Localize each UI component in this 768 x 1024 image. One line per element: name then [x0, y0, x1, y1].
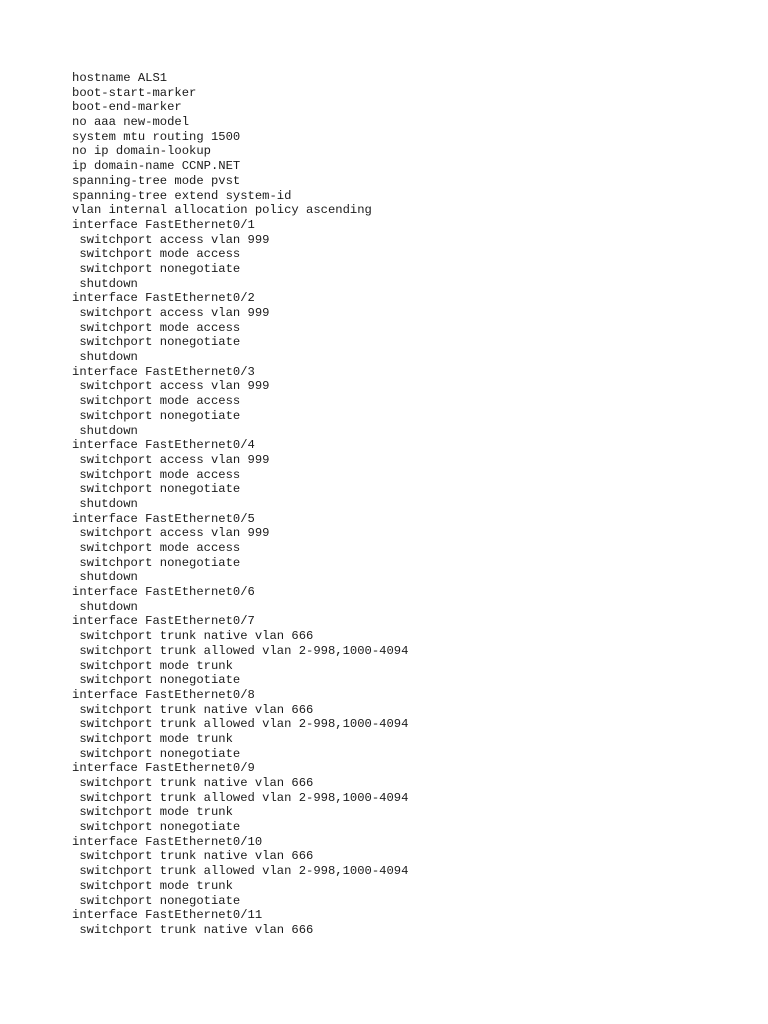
config-line: no aaa new-model: [72, 115, 190, 130]
config-line: switchport mode access: [72, 320, 241, 335]
config-line: switchport mode access: [72, 394, 241, 409]
config-line: switchport trunk native vlan 666: [72, 629, 314, 644]
config-line: interface FastEthernet0/1: [72, 217, 255, 232]
config-line: switchport access vlan 999: [72, 232, 270, 247]
config-line: switchport nonegotiate: [72, 893, 241, 908]
config-line: switchport nonegotiate: [72, 261, 241, 276]
config-line: boot-end-marker: [72, 100, 182, 115]
config-line: switchport access vlan 999: [72, 526, 270, 541]
config-line: switchport mode access: [72, 541, 241, 555]
config-line: shutdown: [72, 599, 138, 614]
config-line: switchport mode access: [72, 467, 241, 482]
config-line: switchport access vlan 999: [72, 379, 270, 394]
config-line: switchport trunk native vlan 666: [72, 849, 314, 864]
config-line: interface FastEthernet0/7: [72, 614, 255, 629]
config-line: vlan internal allocation policy ascending: [72, 203, 372, 218]
config-line: interface FastEthernet0/10: [72, 834, 263, 849]
config-line: shutdown: [72, 276, 138, 291]
config-line: shutdown: [72, 423, 138, 438]
config-line: switchport nonegotiate: [72, 746, 241, 761]
config-line: switchport mode access: [72, 247, 241, 262]
config-line: switchport trunk allowed vlan 2-998,1000-4094: [72, 643, 409, 658]
config-line: switchport mode trunk: [72, 731, 233, 746]
config-line: shutdown: [72, 570, 138, 585]
config-line: interface FastEthernet0/8: [72, 687, 255, 702]
config-line: switchport mode trunk: [72, 878, 233, 893]
config-line: switchport nonegotiate: [72, 555, 241, 570]
config-line: ip domain-name CCNP.NET: [72, 159, 241, 174]
config-line: switchport mode trunk: [72, 805, 233, 820]
config-line: switchport nonegotiate: [72, 408, 241, 423]
config-line: interface FastEthernet0/3: [72, 364, 255, 379]
config-line: spanning-tree mode pvst: [72, 173, 241, 188]
config-line: switchport mode trunk: [72, 658, 233, 673]
config-line: interface FastEthernet0/4: [72, 438, 255, 453]
config-listing: [72, 71, 408, 938]
config-line: system mtu routing 1500: [72, 129, 241, 144]
config-line: switchport access vlan 999: [72, 452, 270, 467]
config-line: spanning-tree extend system-id: [72, 188, 292, 203]
config-line: shutdown: [72, 350, 138, 365]
config-line: interface FastEthernet0/11: [72, 908, 263, 923]
config-line: switchport trunk allowed vlan 2-998,1000-4094: [72, 717, 409, 732]
config-line: hostname ALS1: [72, 71, 168, 85]
config-line: interface FastEthernet0/2: [72, 291, 255, 306]
config-line: interface FastEthernet0/5: [72, 511, 255, 526]
config-line: switchport trunk allowed vlan 2-998,1000-4094: [72, 864, 409, 879]
config-line: switchport nonegotiate: [72, 335, 241, 350]
config-line: switchport trunk native vlan 666: [72, 702, 314, 717]
config-line: no ip domain-lookup: [72, 144, 211, 159]
config-line: switchport nonegotiate: [72, 820, 241, 835]
config-line: interface FastEthernet0/9: [72, 761, 255, 776]
config-line: switchport access vlan 999: [72, 306, 270, 320]
config-line: switchport trunk native vlan 666: [72, 922, 314, 937]
config-line: switchport nonegotiate: [72, 673, 241, 688]
config-line: shutdown: [72, 496, 138, 511]
config-line: switchport trunk allowed vlan 2-998,1000-4094: [72, 790, 409, 805]
config-line: switchport trunk native vlan 666: [72, 776, 314, 790]
config-line: switchport nonegotiate: [72, 482, 241, 497]
config-line: interface FastEthernet0/6: [72, 585, 255, 600]
config-line: boot-start-marker: [72, 85, 197, 100]
